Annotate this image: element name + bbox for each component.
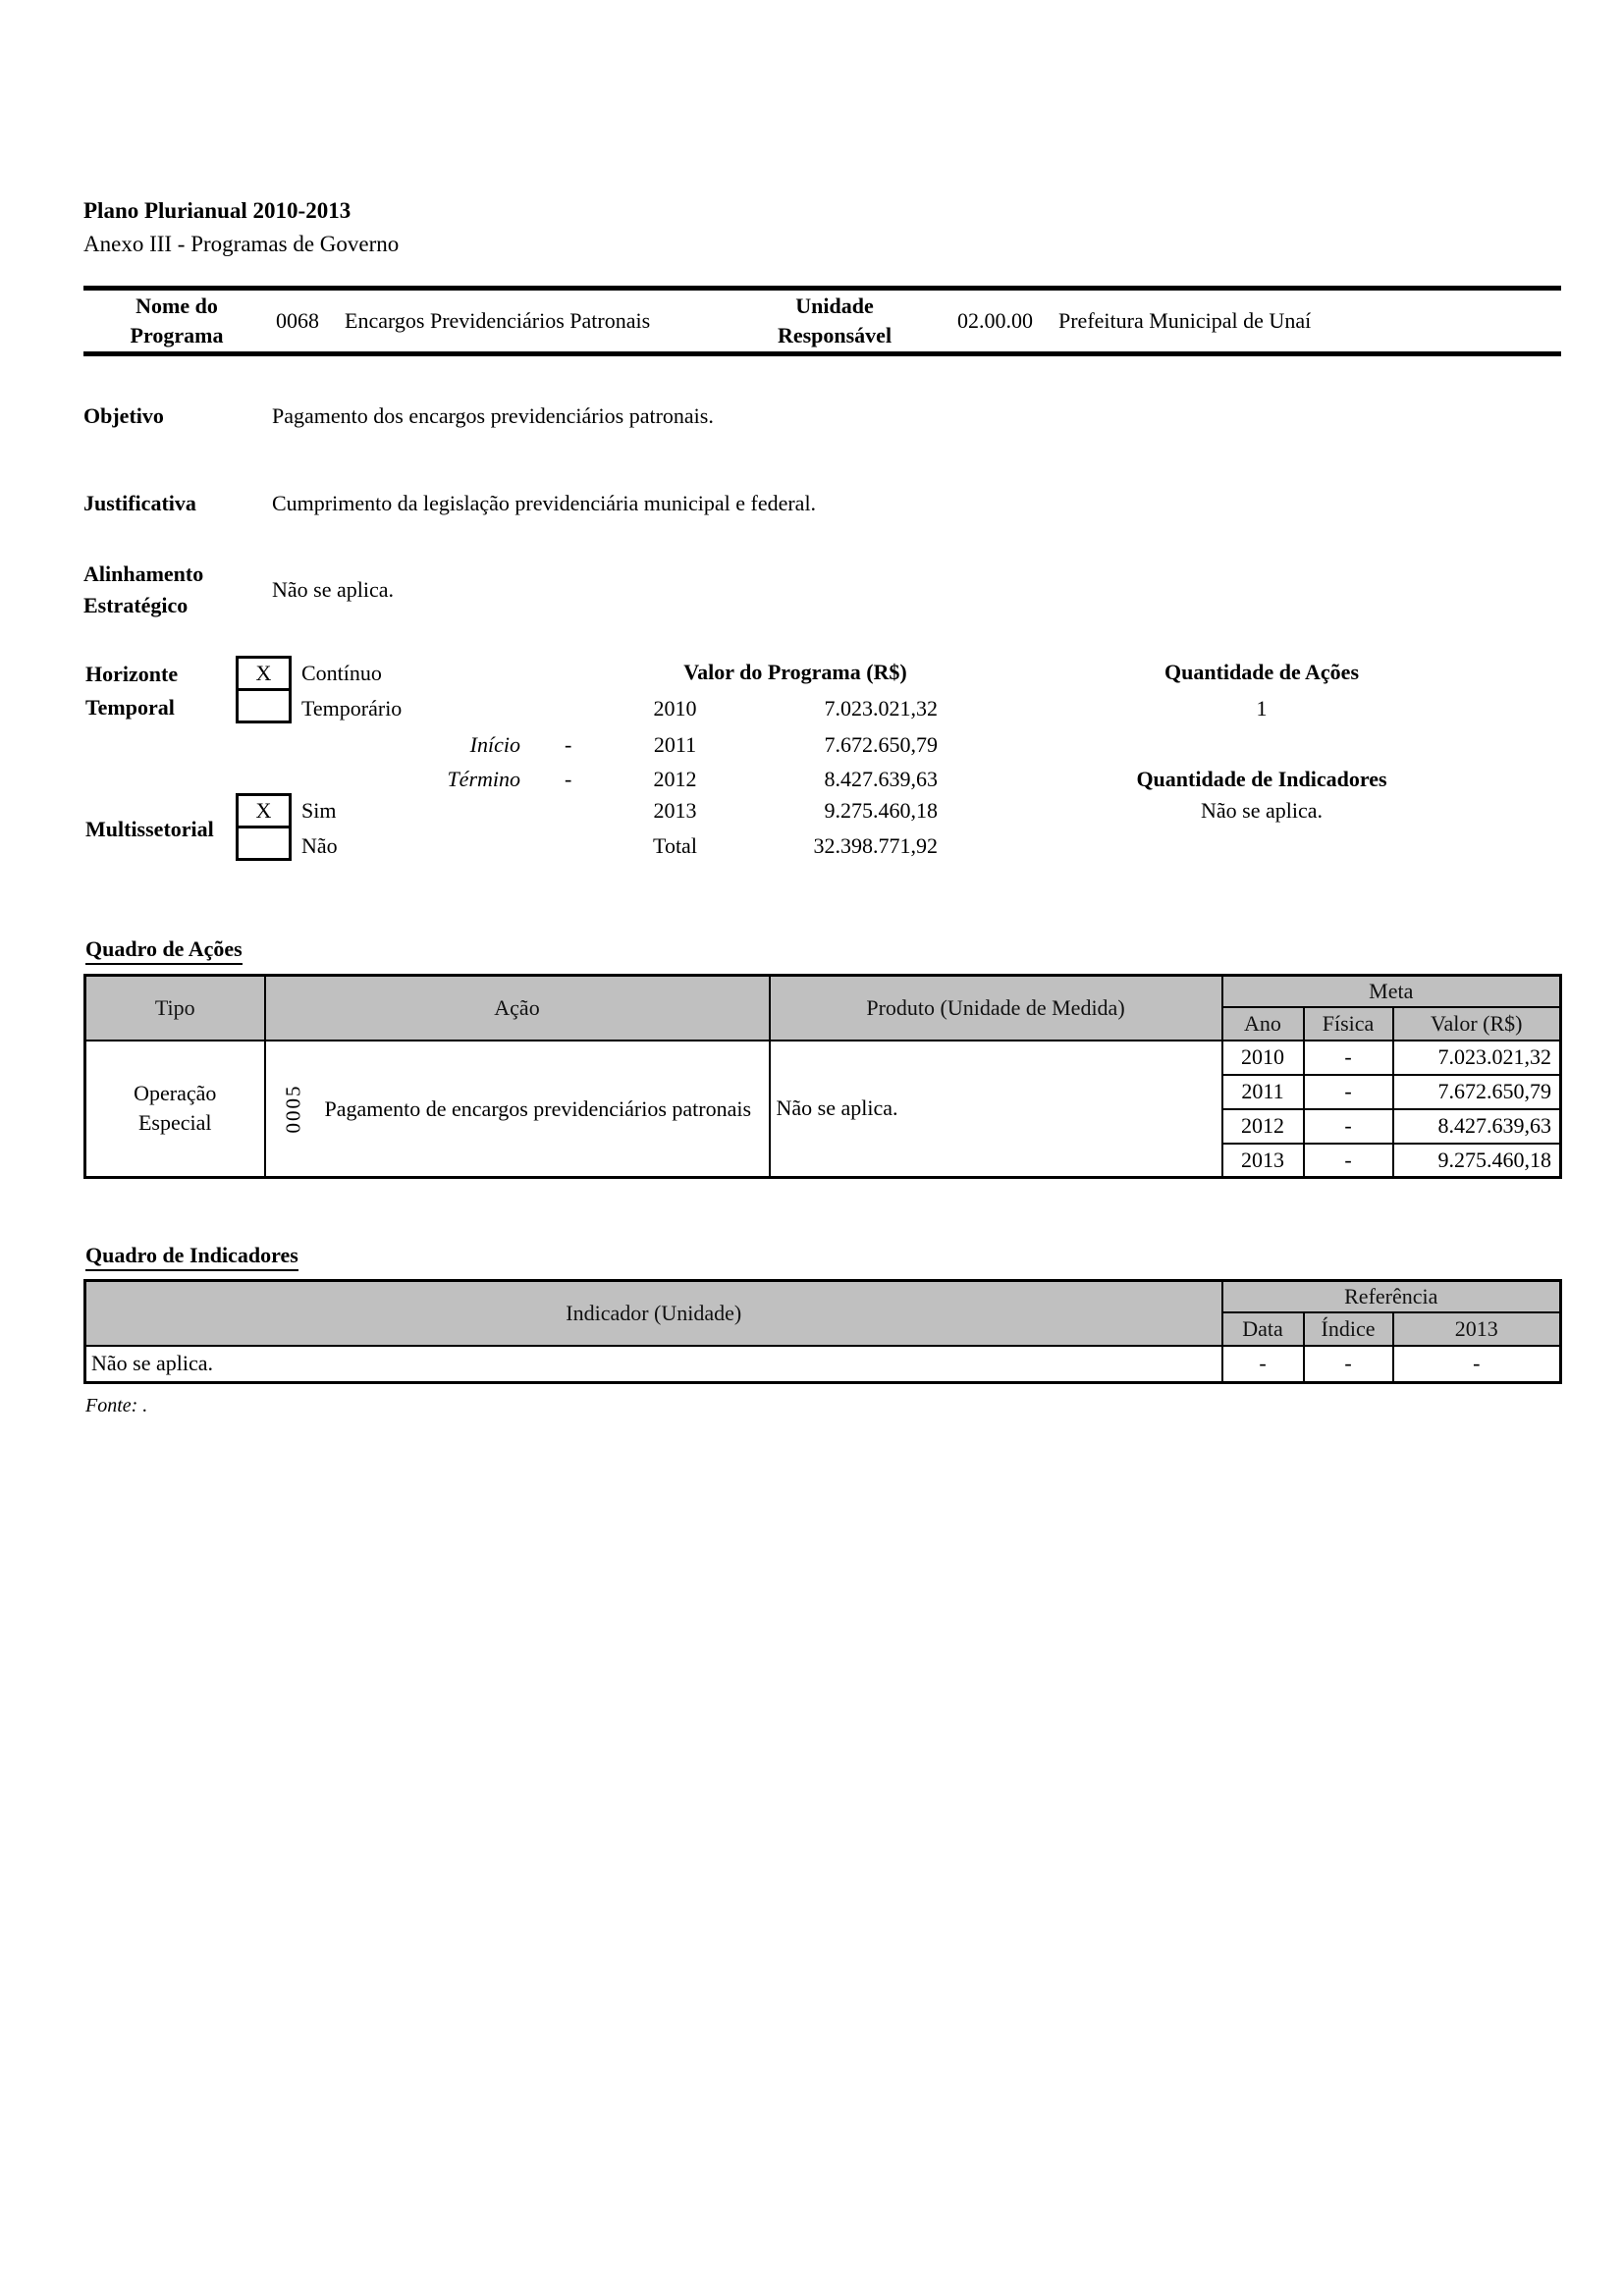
doc-header [83, 194, 399, 261]
temporario-label: Temporário [301, 696, 403, 721]
sim-checkbox-mark: X [255, 798, 272, 823]
valor-valor: 7.023.021,32 [824, 696, 938, 721]
justificativa-label: Justificativa [83, 491, 196, 515]
justificativa-text: Cumprimento da legislação previdenciária municipal e federal. [272, 491, 817, 515]
acao-codigo-box [272, 1084, 315, 1134]
acao-tipo-cell [85, 1041, 265, 1178]
program-name-label-cell [83, 292, 270, 350]
multissetorial-checkbox-stack [236, 793, 292, 861]
quadro-acoes-title-wrap [85, 936, 243, 965]
unit-label-cell [731, 292, 938, 350]
horizonte-block [83, 652, 1561, 880]
col-header-fisica: Física [1304, 1007, 1393, 1041]
meta-ano: 2012 [1222, 1109, 1304, 1144]
quantidade-indicadores-label: Quantidade de Indicadores [1136, 767, 1387, 791]
col-header-data: Data [1222, 1312, 1304, 1346]
valor-ano: 2012 [653, 767, 697, 791]
quantidade-acoes-label: Quantidade de Ações [1163, 660, 1360, 684]
meta-ano: 2011 [1222, 1075, 1304, 1109]
quadro-indicadores-table [83, 1279, 1562, 1384]
acao-tipo-line2: Especial [137, 1110, 212, 1136]
quadro-acoes-title: Quadro de Ações [85, 936, 243, 965]
col-header-ano: Ano [1222, 1007, 1304, 1041]
horizonte-label-line1: Horizonte [85, 662, 179, 686]
inicio-value: - [565, 732, 572, 757]
col-header-valor: Valor (R$) [1393, 1007, 1561, 1041]
program-name-cell [270, 308, 731, 334]
col-header-2013: 2013 [1393, 1312, 1561, 1346]
continuo-checkbox [236, 656, 292, 691]
indicador-valor: Não se aplica. [85, 1346, 1222, 1383]
quadro-indicadores-title-wrap [85, 1243, 298, 1271]
objetivo-label: Objetivo [83, 403, 164, 428]
temporario-checkbox [236, 688, 292, 723]
valor-row-2010 [619, 696, 938, 721]
valor-ano: 2011 [653, 732, 697, 757]
indicador-2013: - [1393, 1346, 1561, 1383]
valor-row-2013 [619, 798, 938, 824]
quantidade-indicadores-value: Não se aplica. [1201, 798, 1323, 823]
meta-fisica: - [1304, 1109, 1393, 1144]
unit-label: Unidade Responsável [777, 294, 893, 347]
inicio-label: Início [469, 732, 520, 757]
continuo-checkbox-mark: X [255, 661, 272, 685]
horizonte-checkbox-stack [236, 656, 292, 723]
indicador-data: - [1222, 1346, 1304, 1383]
doc-title: Plano Plurianual 2010-2013 [83, 198, 352, 223]
meta-valor: 7.023.021,32 [1393, 1041, 1561, 1075]
section-objetivo [83, 400, 1561, 432]
valor-valor: 32.398.771,92 [813, 833, 938, 858]
valor-valor: 9.275.460,18 [824, 798, 938, 823]
valor-valor: 7.672.650,79 [824, 732, 938, 757]
col-header-acao: Ação [265, 976, 770, 1041]
col-header-indicador: Indicador (Unidade) [85, 1281, 1222, 1346]
acao-produto-cell: Não se aplica. [770, 1041, 1222, 1178]
meta-valor: 8.427.639,63 [1393, 1109, 1561, 1144]
meta-fisica: - [1304, 1075, 1393, 1109]
termino-value: - [565, 767, 572, 791]
valor-row-2012 [619, 767, 938, 792]
program-name: Encargos Previdenciários Patronais [345, 308, 651, 333]
meta-ano: 2010 [1222, 1041, 1304, 1075]
unit-name-cell [938, 308, 1561, 334]
meta-valor: 7.672.650,79 [1393, 1075, 1561, 1109]
sim-checkbox [236, 793, 292, 828]
meta-valor: 9.275.460,18 [1393, 1144, 1561, 1178]
alinhamento-label: Alinhamento Estratégico [83, 561, 204, 617]
col-header-meta: Meta [1222, 976, 1561, 1007]
valor-programa-header: Valor do Programa (R$) [683, 660, 907, 684]
valor-ano: Total [653, 833, 697, 858]
valor-valor: 8.427.639,63 [824, 767, 938, 791]
unit-code: 02.00.00 [957, 308, 1033, 333]
fonte-note: Fonte: . [85, 1395, 148, 1416]
nao-label: Não [301, 833, 338, 858]
acao-tipo-line1: Operação [134, 1081, 217, 1106]
alinhamento-text: Não se aplica. [272, 577, 394, 602]
col-header-produto: Produto (Unidade de Medida) [770, 976, 1222, 1041]
indicador-indice: - [1304, 1346, 1393, 1383]
quadro-acoes-table [83, 974, 1562, 1179]
valor-row-2011 [619, 732, 938, 758]
valor-ano: 2013 [653, 798, 697, 823]
meta-fisica: - [1304, 1041, 1393, 1075]
col-header-tipo: Tipo [85, 976, 265, 1041]
meta-fisica: - [1304, 1144, 1393, 1178]
quantidade-acoes-value: 1 [1256, 696, 1268, 721]
multissetorial-label: Multissetorial [85, 817, 214, 841]
program-header-band [83, 286, 1561, 356]
acao-descricao-cell [265, 1041, 770, 1178]
sim-label: Sim [301, 798, 337, 823]
horizonte-label-line2: Temporal [85, 695, 175, 720]
valor-ano: 2010 [653, 696, 697, 721]
nao-checkbox [236, 826, 292, 861]
program-code: 0068 [276, 308, 319, 333]
col-header-referencia: Referência [1222, 1281, 1561, 1312]
objetivo-text: Pagamento dos encargos previdenciários patronais. [272, 403, 714, 428]
continuo-label: Contínuo [301, 661, 382, 685]
program-name-label: Nome do Programa [130, 294, 224, 347]
termino-label: Término [447, 767, 520, 791]
valor-row-total [619, 833, 938, 859]
quadro-indicadores-title: Quadro de Indicadores [85, 1243, 298, 1271]
doc-subtitle: Anexo III - Programas de Governo [83, 232, 400, 256]
acao-descricao: Pagamento de encargos previdenciários patronais [324, 1095, 752, 1121]
col-header-indice: Índice [1304, 1312, 1393, 1346]
section-justificativa [83, 488, 1561, 519]
meta-ano: 2013 [1222, 1144, 1304, 1178]
unit-name: Prefeitura Municipal de Unaí [1058, 308, 1312, 333]
acao-codigo: 0005 [281, 1084, 304, 1134]
section-alinhamento [83, 558, 1561, 622]
